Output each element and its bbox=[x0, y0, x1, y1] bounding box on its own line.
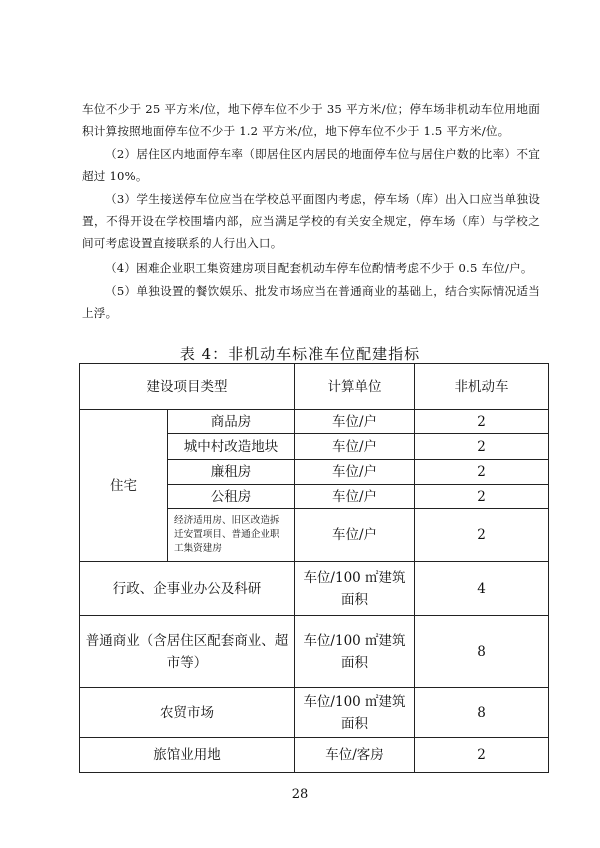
paragraph-continuation: 车位不少于 25 平方米/位，地下停车位不少于 35 平方米/位；停车场非机动车位用地面积计算按照地面停车位不少于 1.2 平方米/位，地下停车位不少于 1.5 平方米/位。 bbox=[82, 102, 540, 138]
row-unit: 车位/100 ㎡建筑面积 bbox=[295, 688, 415, 738]
row-unit: 车位/户 bbox=[295, 410, 415, 434]
row-unit: 车位/户 bbox=[295, 485, 415, 509]
table-row bbox=[80, 688, 549, 738]
row-unit: 车位/100 ㎡建筑面积 bbox=[295, 616, 415, 688]
row-unit: 车位/100 ㎡建筑面积 bbox=[295, 562, 415, 616]
row-type: 商品房 bbox=[168, 410, 295, 434]
row-value: 8 bbox=[415, 616, 549, 688]
row-value: 8 bbox=[415, 688, 549, 738]
residential-group-label: 住宅 bbox=[80, 410, 168, 562]
row-type: 公租房 bbox=[168, 485, 295, 509]
table-row bbox=[80, 616, 549, 688]
table-header-row bbox=[80, 364, 549, 410]
paragraph-item-4: （4）困难企业职工集资建房项目配套机动车停车位酌情考虑不少于 0.5 车位/户。 bbox=[105, 261, 533, 275]
row-unit: 车位/户 bbox=[295, 460, 415, 485]
row-value: 2 bbox=[415, 410, 549, 434]
header-unit: 计算单位 bbox=[295, 364, 415, 410]
header-project-type: 建设项目类型 bbox=[80, 364, 295, 410]
header-non-motor: 非机动车 bbox=[415, 364, 549, 410]
paragraph-item-2: （2）居住区内地面停车率（即居住区内居民的地面停车位与居住户数的比率）不宜超过 10%。 bbox=[82, 147, 540, 183]
row-value: 4 bbox=[415, 562, 549, 616]
table-caption: 表 4：非机动车标准车位配建指标 bbox=[179, 345, 421, 363]
row-type: 农贸市场 bbox=[80, 688, 295, 738]
page-number: 28 bbox=[291, 787, 309, 802]
row-type: 经济适用房、旧区改造拆迁安置项目、普通企业职工集资建房 bbox=[168, 509, 295, 562]
table-row bbox=[80, 738, 549, 773]
paragraph-item-3: （3）学生接送停车位应当在学校总平面图内考虑，停车场（库）出入口应当单独设置，不得开设在学校围墙内部，应当满足学校的有关安全规定，停车场（库）与学校之间可考虑设置直接联系的人行出入口。 bbox=[82, 192, 540, 250]
row-value: 2 bbox=[415, 485, 549, 509]
row-type: 廉租房 bbox=[168, 460, 295, 485]
row-type: 行政、企事业办公及科研 bbox=[80, 562, 295, 616]
paragraph-item-5: （5）单独设置的餐饮娱乐、批发市场应当在普通商业的基础上，结合实际情况适当上浮。 bbox=[82, 284, 540, 320]
table-row bbox=[80, 562, 549, 616]
row-unit: 车位/户 bbox=[295, 509, 415, 562]
table-row bbox=[80, 410, 549, 434]
row-unit: 车位/客房 bbox=[295, 738, 415, 773]
row-unit: 车位/户 bbox=[295, 434, 415, 460]
parking-standards-table bbox=[79, 363, 549, 773]
row-type: 旅馆业用地 bbox=[80, 738, 295, 773]
row-type: 城中村改造地块 bbox=[168, 434, 295, 460]
row-type: 普通商业（含居住区配套商业、超市等） bbox=[80, 616, 295, 688]
row-value: 2 bbox=[415, 434, 549, 460]
row-value: 2 bbox=[415, 460, 549, 485]
row-value: 2 bbox=[415, 738, 549, 773]
row-value: 2 bbox=[415, 509, 549, 562]
